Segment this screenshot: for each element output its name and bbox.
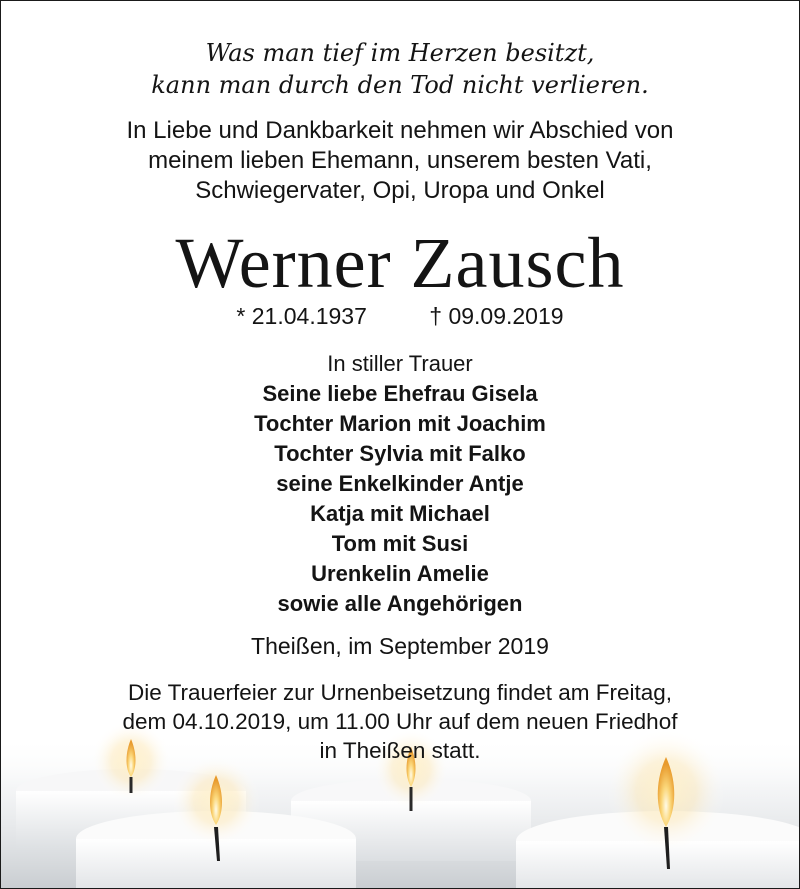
mourning-heading: In stiller Trauer bbox=[327, 351, 473, 376]
intro-line: In Liebe und Dankbarkeit nehmen wir Abschied von bbox=[126, 117, 674, 144]
motto-quote bbox=[1, 37, 799, 101]
mourner: Tochter Sylvia mit Falko bbox=[274, 441, 526, 466]
birth-date: * 21.04.1937 bbox=[236, 303, 367, 329]
intro-text bbox=[1, 116, 799, 206]
motto-line: Was man tief im Herzen besitzt, bbox=[205, 39, 595, 67]
funeral-line: Die Trauerfeier zur Urnenbeisetzung findet am Freitag, bbox=[127, 680, 672, 705]
death-date: † 09.09.2019 bbox=[429, 303, 564, 329]
place-date: Theißen, im September 2019 bbox=[251, 633, 549, 659]
mourner: Urenkelin Amelie bbox=[311, 561, 489, 586]
deceased-name: Werner Zausch bbox=[175, 223, 625, 303]
funeral-line: in Theißen statt. bbox=[319, 738, 481, 763]
funeral-line: dem 04.10.2019, um 11.00 Uhr auf dem neuen Friedhof bbox=[122, 709, 678, 734]
life-dates bbox=[1, 301, 799, 331]
mourner: Katja mit Michael bbox=[310, 501, 490, 526]
intro-line: Schwiegervater, Opi, Uropa und Onkel bbox=[195, 177, 605, 204]
intro-line: meinem lieben Ehemann, unserem besten Vati, bbox=[148, 147, 652, 174]
mourner: seine Enkelkinder Antje bbox=[276, 471, 524, 496]
mourner: Tom mit Susi bbox=[331, 531, 469, 556]
motto-line: kann man durch den Tod nicht verlieren. bbox=[151, 71, 649, 99]
mourner: sowie alle Angehörigen bbox=[277, 591, 523, 616]
mourner: Seine liebe Ehefrau Gisela bbox=[262, 381, 538, 406]
funeral-info bbox=[1, 678, 799, 765]
mourners-list bbox=[1, 379, 799, 619]
mourner: Tochter Marion mit Joachim bbox=[254, 411, 546, 436]
